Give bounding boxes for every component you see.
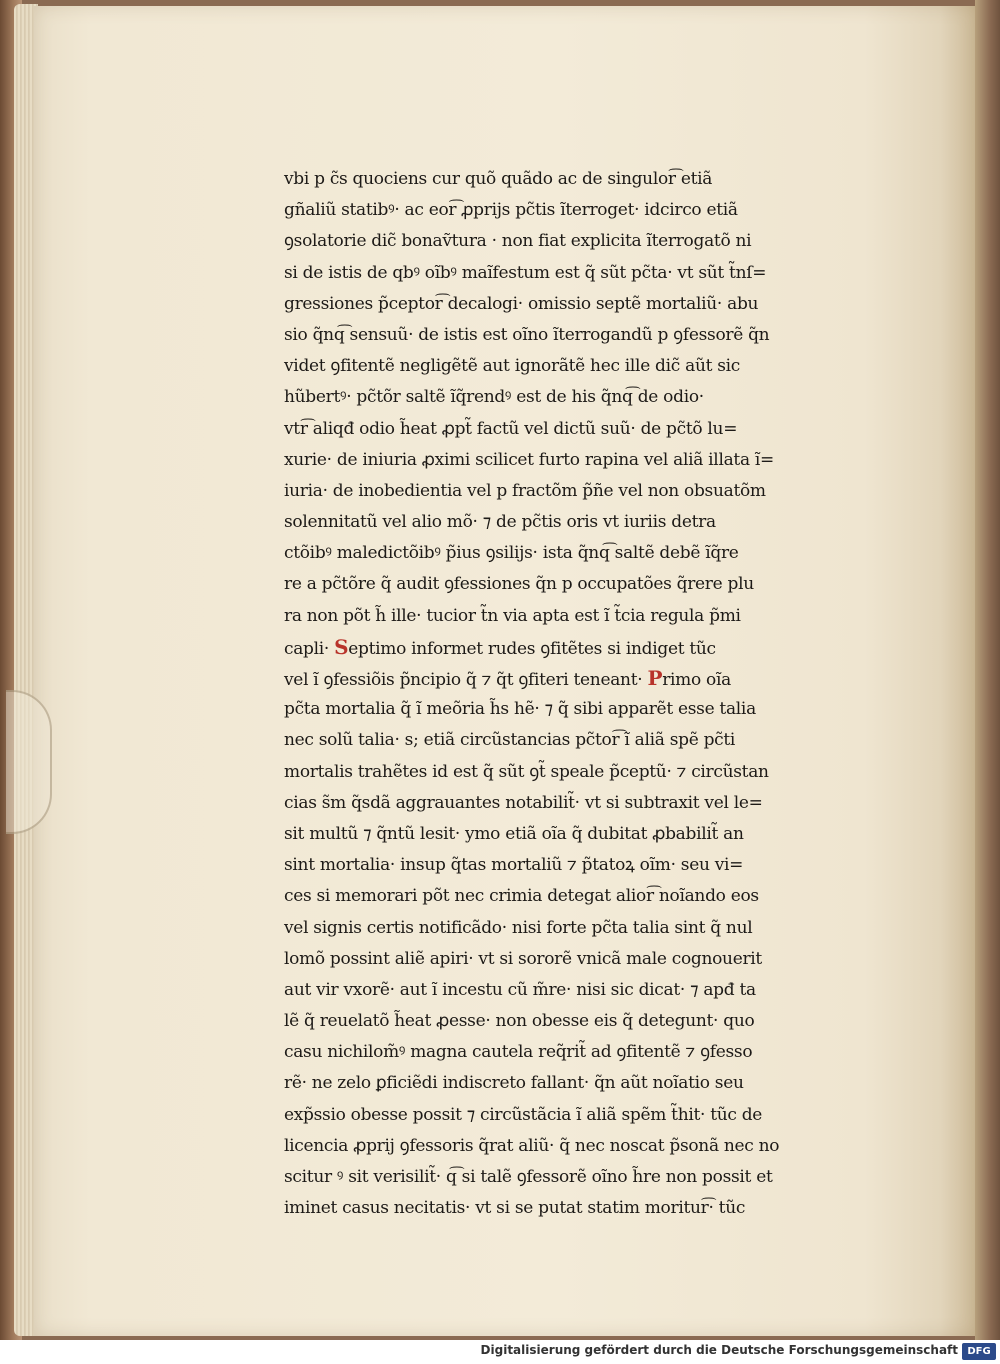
line-text-continued: eptimo informet rudes ꝯfitẽtes si indiget tũc: [348, 638, 716, 659]
text-line: vtr͡ aliqđ odio h̃eat ꝓpt̃ factũ vel dictũ suũ· de pc̃tõ lu=: [284, 418, 738, 439]
text-line: gressiones p̃ceptor͡ decalogi· omissio septẽ mortaliũ· abu: [284, 293, 759, 314]
text-line: ces si memorari põt nec crimia detegat alior͡ noĩando eos: [284, 886, 759, 907]
text-line: [284, 632, 850, 663]
text-line: aut vir vxorẽ· aut ĩ incestu cũ m̃re· nisi sic dicat· ⁊ apđ ta: [284, 979, 756, 1000]
text-line: scitur ꝰ sit verisilit̃· q͡ si talẽ ꝯfessorẽ oĩno h̃re non possit et: [284, 1167, 773, 1187]
text-line: rẽ· ne zelo ꝑficiẽdi indiscreto fallant· q̃n aũt noĩatio seu: [284, 1073, 744, 1094]
text-line: pc̃ta mortalia q̃ ĩ meõria h̃s hẽ· ⁊ q̃ sibi apparẽt esse talia: [284, 699, 756, 720]
text-line: videt ꝯfitentẽ negligẽtẽ aut ignorãtẽ hec ille dic̃ aũt sic: [284, 356, 741, 377]
text-line: ctõibꝰ maledictõibꝰ p̃ius ꝯsilijs· ista q̃nq͡ saltẽ debẽ ĩq̃re: [284, 543, 739, 564]
line-text: vel ĩ ꝯfessiõis p̃ncipio q̃ ⁊ q̃t ꝯfiteri teneant·: [284, 670, 643, 690]
gutter-shadow: [975, 0, 1000, 1340]
text-line: sint mortalia· insup q̃tas mortaliũ ⁊ p̃tatoꝝ oĩm· seu vi=: [284, 855, 744, 876]
page-tab-mark: [6, 690, 52, 834]
rubric-initial: P: [647, 666, 663, 690]
text-line: lomõ possint aliẽ apiri· vt si sororẽ vnicã male cognouerit: [284, 948, 762, 969]
text-block: [284, 164, 850, 1219]
text-line: ra non põt h̃ ille· tucior t̃n via apta est ĩ t̃cia regula p̃mi: [284, 605, 741, 626]
text-line: gñaliũ statibꝰ· ac eor͡ ꝓprijs pc̃tis ĩterroget· idcirco etiã: [284, 200, 738, 221]
dfg-logo: DFG: [962, 1343, 996, 1360]
text-line: vbi p c̃s quociens cur quõ quãdo ac de singulor͡ etiã: [284, 169, 713, 189]
text-line: licencia ꝓprij ꝯfessoris q̃rat aliũ· q̃ nec noscat p̃sonã nec no: [284, 1135, 780, 1156]
text-line: sit multũ ⁊ q̃ntũ lesit· ymo etiã oĩa q̃ dubitat ꝓbabilit̃ an: [284, 823, 744, 844]
text-line: [284, 663, 850, 694]
line-text: capli·: [284, 638, 330, 659]
text-line: solennitatũ vel alio mõ· ⁊ de pc̃tis oris vt iuriis detra: [284, 512, 716, 533]
text-line: hũbertꝰ· pc̃tõr saltẽ ĩq̃rendꝰ est de his q̃nq͡ de odio·: [284, 387, 704, 408]
line-text-continued: rimo oĩa: [662, 670, 731, 690]
text-line: si de istis de qbꝰ oĩbꝰ maĩfestum est q̃ sũt pc̃ta· vt sũt t̃nſ=: [284, 262, 767, 283]
text-line: exp̃ssio obesse possit ⁊ circũstãcia ĩ aliã spẽm t̃hit· tũc de: [284, 1104, 763, 1125]
rubric-initial: S: [334, 634, 349, 659]
footer: [0, 1340, 1000, 1364]
text-line: sio q̃nq͡ sensuũ· de istis est oĩno ĩterrogandũ p ꝯfessorẽ q̃n: [284, 324, 770, 345]
text-line: ꝯsolatorie dic̃ bonaṽtura · non fiat explicita ĩterrogatõ ni: [284, 231, 752, 252]
text-line: nec solũ talia· s; etiã circũstancias pc̃tor͡ ĩ aliã spẽ pc̃ti: [284, 730, 736, 751]
text-line: lẽ q̃ reuelatõ h̃eat ꝓesse· non obesse eis q̃ detegunt· quo: [284, 1011, 755, 1032]
text-line: cias s̃m q̃sdã aggrauantes notabilit̃· vt si subtraxit vel le=: [284, 792, 763, 813]
text-line: iminet casus necitatis· vt si se putat statim moritur͡· tũc: [284, 1198, 746, 1219]
text-line: mortalis trahẽtes id est q̃ sũt ꝯt̃ speale p̃ceptũ· ⁊ circũstan: [284, 761, 769, 782]
text-line: vel signis certis notificãdo· nisi forte pc̃ta talia sint q̃ nul: [284, 917, 753, 938]
text-line: iuria· de inobedientia vel p fractõm p̃ñe vel non obsuatõm: [284, 480, 766, 501]
text-line: xurie· de iniuria ꝓximi scilicet furto rapina vel aliã illata ĩ=: [284, 449, 774, 470]
funding-credit: Digitalisierung gefördert durch die Deutsche Forschungsgemeinschaft: [480, 1343, 958, 1357]
text-line: re a pc̃tõre q̃ audit ꝯfessiones q̃n p occupatões q̃rere plu: [284, 574, 754, 595]
text-line: casu nichilom̃ꝰ magna cautela req̃rit̃ ad ꝯfitentẽ ⁊ ꝯfesso: [284, 1042, 753, 1063]
